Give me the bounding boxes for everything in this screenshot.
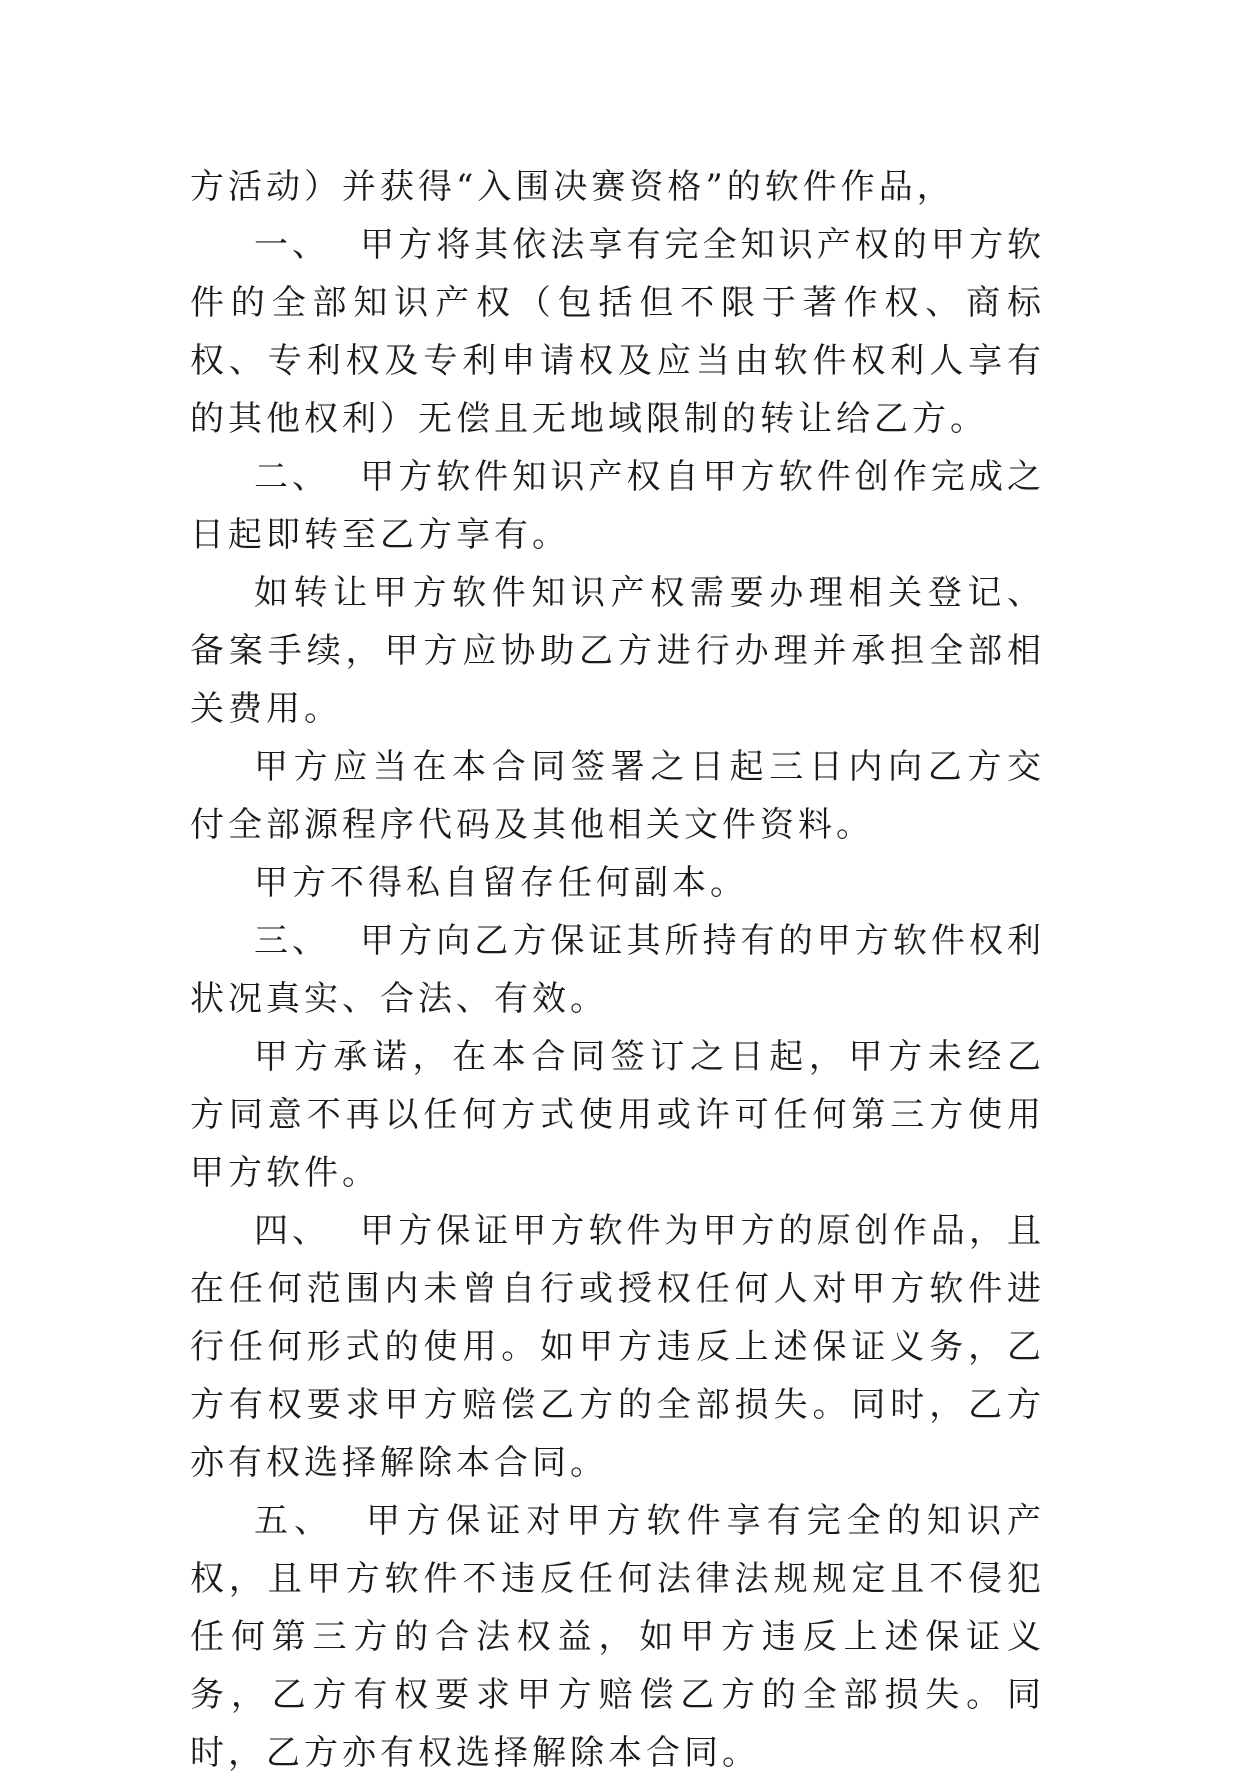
paragraph-text: 甲方将其依法享有完全知识产权的甲方软件的全部知识产权（包括但不限于著作权、商标权、专利权及专利申请权及应当由软件权利人享有的其他权利）无偿且无地域限制的转让给乙方。 <box>190 225 1046 439</box>
clause-2 <box>190 448 1045 564</box>
paragraph-text: 甲方软件知识产权自甲方软件创作完成之日起即转至乙方享有。 <box>190 457 1046 555</box>
paragraph-delivery <box>190 738 1045 854</box>
paragraph-text: 甲方保证对甲方软件享有完全的知识产权，且甲方软件不违反任何法律法规规定且不侵犯任何第三方的合法权益，如甲方违反上述保证义务，乙方有权要求甲方赔偿乙方的全部损失。同时，乙方亦有权选择解除本合同。 <box>190 1501 1046 1773</box>
paragraph-text: 甲方向乙方保证其所持有的甲方软件权利状况真实、合法、有效。 <box>190 921 1046 1019</box>
paragraph-text: 甲方保证甲方软件为甲方的原创作品，且在任何范围内未曾自行或授权任何人对甲方软件进行任何形式的使用。如甲方违反上述保证义务，乙方有权要求甲方赔偿乙方的全部损失。同时，乙方亦有权选择解除本合同。 <box>190 1211 1046 1483</box>
paragraph-text: 如转让甲方软件知识产权需要办理相关登记、备案手续，甲方应协助乙方进行办理并承担全部相关费用。 <box>190 573 1045 729</box>
clause-number: 三、 <box>254 921 331 961</box>
paragraph-text: 甲方承诺，在本合同签订之日起，甲方未经乙方同意不再以任何方式使用或许可任何第三方使用甲方软件。 <box>190 1037 1045 1193</box>
clause-number: 四、 <box>254 1211 331 1251</box>
paragraph-commitment <box>190 1028 1045 1202</box>
paragraph-text: 方活动）并获得“入围决赛资格”的软件作品， <box>190 167 955 207</box>
paragraph-text: 甲方应当在本合同签署之日起三日内向乙方交付全部源程序代码及其他相关文件资料。 <box>190 747 1045 845</box>
clause-number: 二、 <box>254 457 331 497</box>
paragraph-continuation <box>190 158 1045 216</box>
clause-number: 一、 <box>254 225 331 265</box>
paragraph-no-copies <box>190 854 1045 912</box>
paragraph-registration <box>190 564 1045 738</box>
clause-4 <box>190 1202 1045 1492</box>
clause-3 <box>190 912 1045 1028</box>
clause-5 <box>190 1492 1045 1782</box>
paragraph-text: 甲方不得私自留存任何副本。 <box>254 863 748 903</box>
document-body <box>190 158 1045 1782</box>
clause-number: 五、 <box>254 1501 335 1541</box>
clause-1 <box>190 216 1045 448</box>
